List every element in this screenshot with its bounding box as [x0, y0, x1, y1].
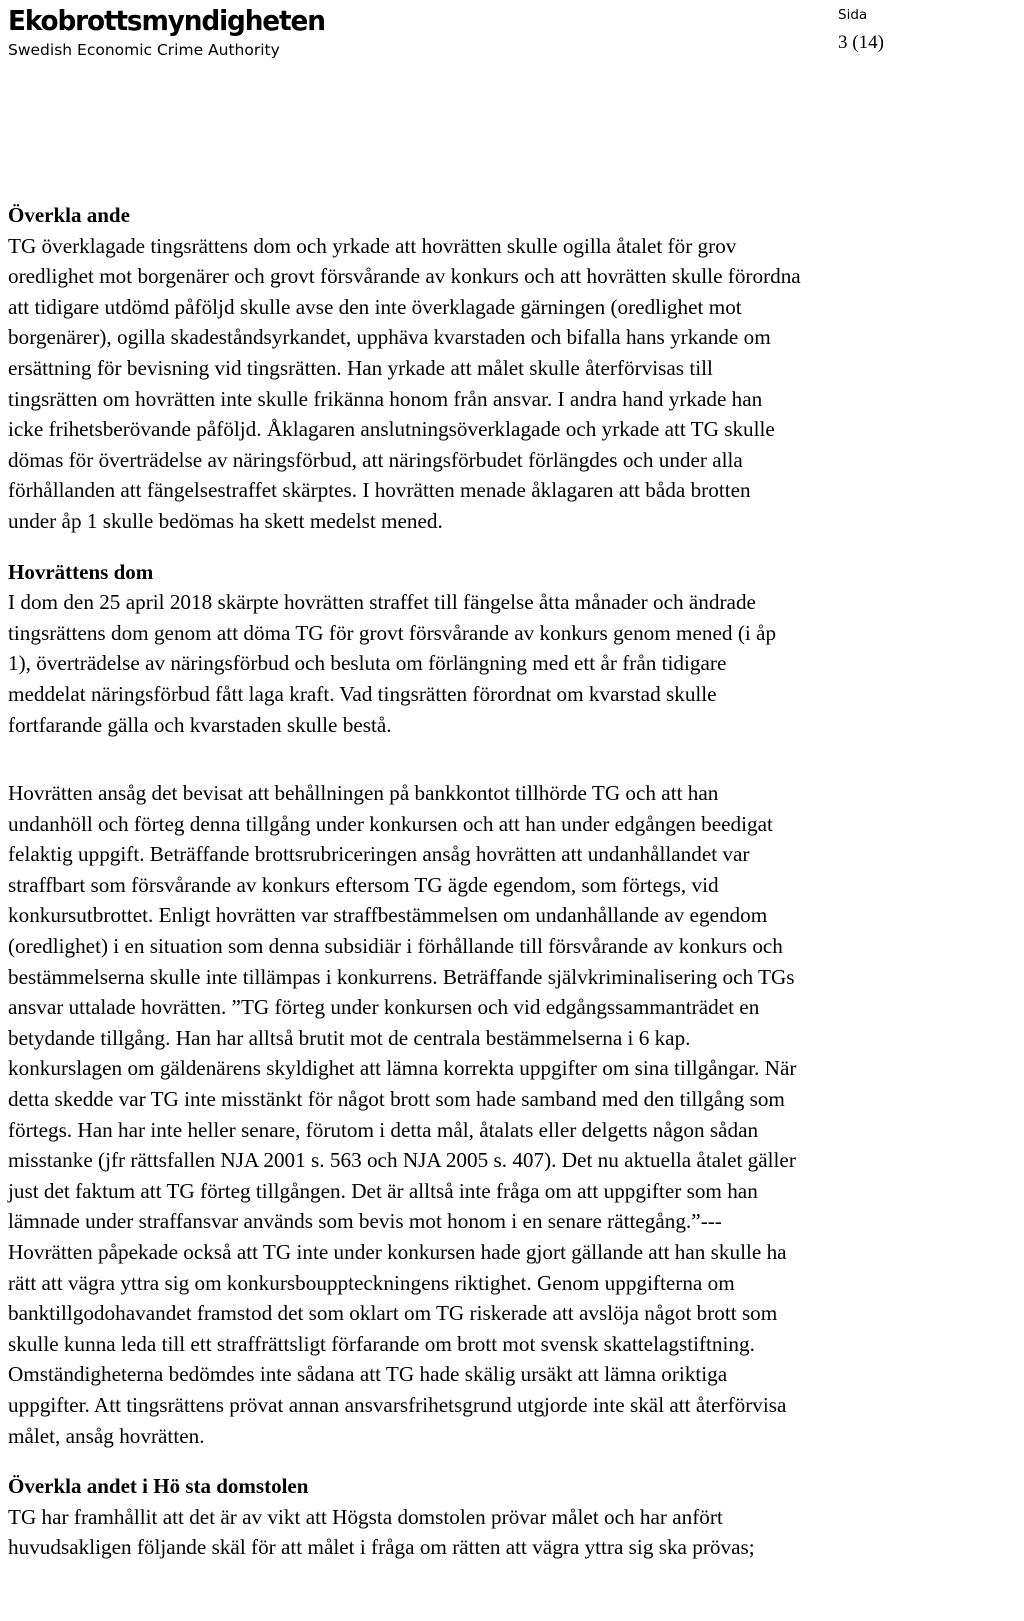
paragraph	[8, 1502, 1014, 1563]
text-line: fortfarande gälla och kvarstaden skulle bestå.	[8, 712, 392, 737]
text-line: bestämmelserna skulle inte tillämpas i konkurrens. Beträffande självkriminalisering och TGs	[8, 964, 795, 989]
text-line: under åp 1 skulle bedömas ha skett medelst mened.	[8, 508, 443, 533]
page-label: Sida	[838, 7, 868, 23]
text-line: tingsrätten om hovrätten inte skulle frikänna honom från ansvar. I andra hand yrkade han	[8, 386, 763, 411]
text-line: misstanke (jfr rättsfallen NJA 2001 s. 563 och NJA 2005 s. 407). Det nu aktuella åtalet gäller	[8, 1148, 796, 1173]
text-line: icke frihetsberövande påföljd. Åklagaren anslutningsöverklagade och yrkade att TG skulle	[8, 417, 775, 442]
text-line: undanhöll och förteg denna tillgång under konkursen och att han under edgången beedigat	[8, 811, 773, 836]
section-heading: Överkla andet i Hö sta domstolen	[8, 1474, 309, 1499]
text-line: borgenärer), ogilla skadeståndsyrkandet, upphäva kvarstaden och bifalla hans yrkande om	[8, 325, 771, 350]
text-line: Omständigheterna bedömdes inte sådana att TG hade skälig ursäkt att lämna oriktiga	[8, 1362, 728, 1387]
text-line: betydande tillgång. Han har alltså brutit mot de centrala bestämmelserna i 6 kap.	[8, 1025, 691, 1050]
document-body	[8, 200, 1014, 1563]
text-line: Hovrätten påpekade också att TG inte under konkursen hade gjort gällande att han skulle ha	[8, 1240, 787, 1264]
text-line: rätt att vägra yttra sig om konkursbouppteckningens riktighet. Genom uppgifterna om	[8, 1270, 735, 1295]
section-spacer	[8, 537, 1014, 557]
text-line: Hovrätten ansåg det bevisat att behållningen på bankkontot tillhörde TG och att han	[8, 781, 719, 806]
section-heading: Överkla ande	[8, 203, 130, 227]
paragraph	[8, 778, 1014, 1451]
header-page-info	[838, 6, 884, 54]
header-organization	[8, 4, 345, 60]
text-line: förtegs. Han har inte heller senare, förutom i detta mål, åtalats eller delgetts någon sådan	[8, 1117, 759, 1142]
text-line: dömas för överträdelse av näringsförbud, att näringsförbudet förlängdes och under alla	[8, 447, 743, 472]
page-number: 3 (14)	[838, 32, 884, 53]
text-line: I dom den 25 april 2018 skärpte hovrätten straffet till fängelse åtta månader och ändrade	[8, 590, 756, 615]
paragraph	[8, 587, 1014, 740]
text-line: konkurslagen om gäldenärens skyldighet att lämna korrekta uppgifter om sina tillgångar. När	[8, 1056, 797, 1081]
text-line: just det faktum att TG förteg tillgången. Det är alltså inte fråga om att uppgifter som han	[8, 1178, 758, 1203]
text-line: huvudsakligen följande skäl för att målet i fråga om rätten att vägra yttra sig ska prövas;	[8, 1535, 755, 1560]
text-line: tingsrättens dom genom att döma TG för grovt försvårande av konkurs genom mened (i åp	[8, 620, 777, 645]
text-line: 1), överträdelse av näringsförbud och besluta om förlängning med ett år från tidigare	[8, 651, 727, 676]
text-line: målet, ansåg hovrätten.	[8, 1423, 205, 1448]
text-line: (oredlighet) i en situation som denna subsidiär i förhållande till försvårande av konkurs och	[8, 934, 783, 959]
text-line: TG överklagade tingsrättens dom och yrkade att hovrätten skulle ogilla åtalet för grov	[8, 233, 737, 258]
text-line: förhållanden att fängelsestraffet skärptes. I hovrätten menade åklagaren att båda brotten	[8, 478, 751, 503]
text-line: detta skedde var TG inte misstänkt för något brott som hade samband med den tillgång som	[8, 1087, 785, 1112]
paragraph-spacer	[8, 740, 1014, 778]
text-line: att tidigare utdömd påföljd skulle avse den inte överklagade gärningen (oredlighet mot	[8, 294, 742, 319]
text-line: meddelat näringsförbud fått laga kraft. Vad tingsrätten förordnat om kvarstad skulle	[8, 681, 717, 706]
organization-logo-text: Ekobrottsmyndigheten	[8, 4, 325, 37]
paragraph	[8, 231, 1014, 537]
text-line: straffbart som försvårande av konkurs eftersom TG ägde egendom, som förtegs, vid	[8, 872, 719, 897]
text-line: felaktig uppgift. Beträffande brottsrubriceringen ansåg hovrätten att undanhållandet var	[8, 842, 750, 867]
text-line: banktillgodohavandet framstod det som oklart om TG riskerade att avslöja något brott som	[8, 1301, 778, 1326]
text-line: ansvar uttalade hovrätten. ”TG förteg under konkursen och vid edgångssammanträdet en	[8, 995, 760, 1020]
text-line: skulle kunna leda till ett straffrättsligt förfarande om brott mot svensk skattelagstiftning.	[8, 1331, 755, 1356]
text-line: konkursutbrottet. Enligt hovrätten var straffbestämmelsen om undanhållande av egendom	[8, 903, 768, 928]
text-line: oredlighet mot borgenärer och grovt försvårande av konkurs och att hovrätten skulle förordna	[8, 264, 801, 289]
text-line: ersättning för bevisning vid tingsrätten. Han yrkade att målet skulle återförvisas till	[8, 355, 713, 380]
section-spacer	[8, 1451, 1014, 1471]
section-heading: Hovrättens dom	[8, 559, 154, 584]
text-line: uppgifter. Att tingsrättens prövat annan ansvarsfrihetsgrund utgjorde inte skäl att återförvisa	[8, 1392, 787, 1417]
text-line: lämnade under straffansvar används som bevis mot honom i en senare rättegång.”---	[8, 1209, 722, 1234]
text-line: TG har framhållit att det är av vikt att Högsta domstolen prövar målet och har anfört	[8, 1504, 723, 1529]
organization-english-name: Swedish Economic Crime Authority	[8, 41, 280, 59]
